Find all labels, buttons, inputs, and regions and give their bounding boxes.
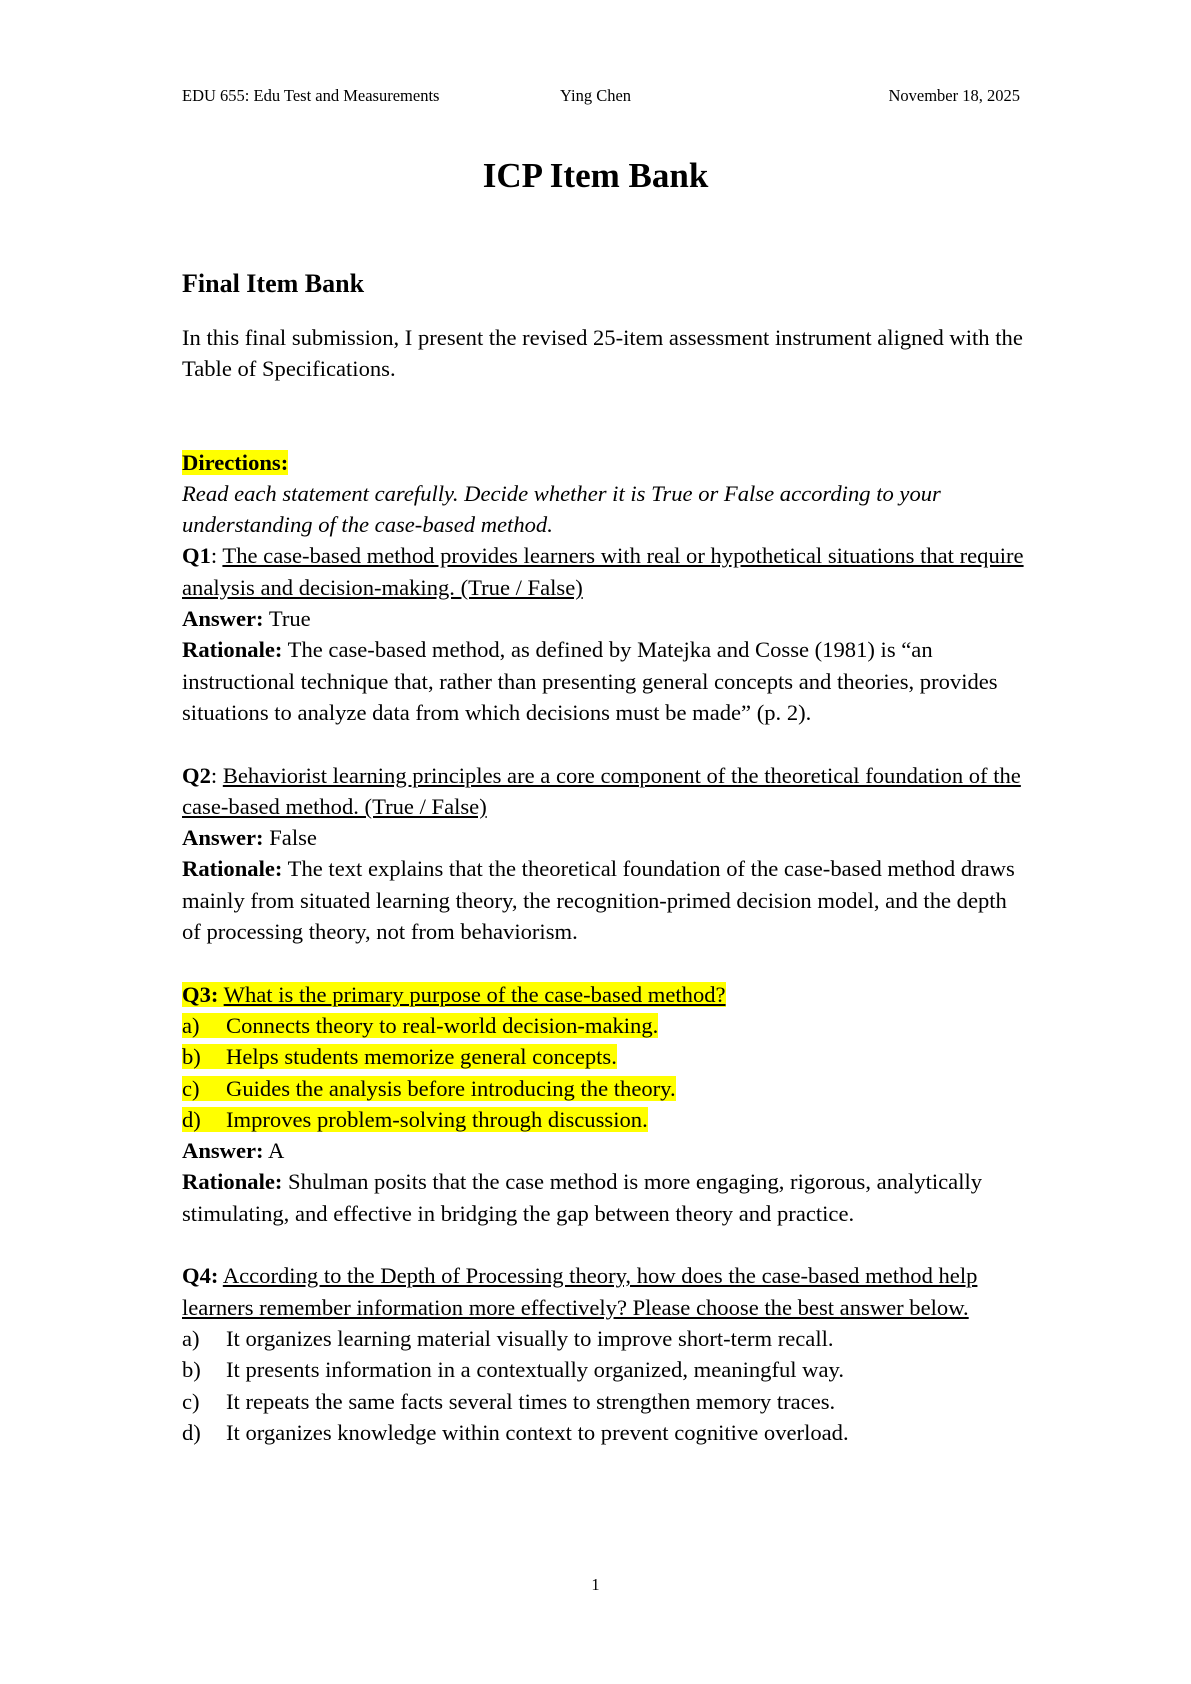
option-text: Helps students memorize general concepts. [226, 1044, 617, 1070]
option-letter: c) [182, 1388, 200, 1414]
q1-sep: : [210, 543, 223, 569]
option-letter: c) [182, 1075, 200, 1101]
q1-rationale-text: The case-based method, as defined by Matejka and Cosse (1981) is “an instructional technique that, rather than presenting general concepts and theories, provides situations to analyze data from which decisions must be made” (p. 2). [182, 637, 998, 725]
q4-option-d [182, 1417, 1028, 1448]
q4-text: According to the Depth of Processing theory, how does the case-based method help learners remember information more effectively? Please choose the best answer below. [182, 1263, 978, 1320]
question-q4 [182, 1260, 1028, 1323]
intro-paragraph: In this final submission, I present the revised 25-item assessment instrument aligned with the Table of Specifications. [182, 325, 1023, 382]
q3-rationale [182, 1166, 1028, 1229]
q2-answer [182, 822, 1028, 853]
q1-answer-label: Answer: [182, 606, 264, 632]
q2-rationale [182, 853, 1028, 947]
q1-text: The case-based method provides learners with real or hypothetical situations that require analysis and decision-making. (True / False) [182, 543, 1024, 600]
question-q2 [182, 760, 1028, 823]
q3-option-a [182, 1010, 1028, 1041]
option-text: Improves problem-solving through discussion. [226, 1106, 648, 1132]
directions-label: Directions: [182, 449, 289, 475]
q2-sep: : [210, 762, 223, 788]
header-author: Ying Chen [560, 86, 632, 105]
q1-answer [182, 603, 1028, 634]
q2-answer-value: False [263, 825, 317, 851]
header-date: November 18, 2025 [888, 86, 1020, 105]
option-letter: a) [182, 1012, 200, 1038]
q3-rationale-text: Shulman posits that the case method is more engaging, rigorous, analytically stimulating, and effective in bridging the gap between theory and practice. [182, 1169, 983, 1226]
document-body [182, 268, 1028, 1448]
directions-text: Read each statement carefully. Decide whether it is True or False according to your understanding of the case-based method. [182, 480, 941, 538]
q3-answer [182, 1135, 1028, 1166]
page-number: 1 [591, 1575, 600, 1594]
q4-option-b [182, 1354, 1028, 1385]
q3-options [182, 1010, 1028, 1135]
option-text: Guides the analysis before introducing the theory. [226, 1075, 676, 1101]
q2-text: Behaviorist learning principles are a core component of the theoretical foundation of the case-based method. (True / False) [182, 762, 1021, 819]
q3-option-b [182, 1041, 1028, 1072]
q3-rationale-label: Rationale: [182, 1169, 283, 1195]
q4-option-a [182, 1323, 1028, 1354]
question-q3 [182, 979, 1028, 1010]
q2-label: Q2 [182, 762, 211, 788]
option-text: It organizes knowledge within context to prevent cognitive overload. [226, 1419, 849, 1445]
header-course: EDU 655: Edu Test and Measurements [182, 86, 440, 105]
option-letter: b) [182, 1044, 201, 1070]
q1-label: Q1 [182, 543, 211, 569]
option-text: It presents information in a contextually organized, meaningful way. [226, 1357, 845, 1383]
option-letter: d) [182, 1419, 201, 1445]
section-heading: Final Item Bank [182, 269, 365, 298]
q3-label: Q3: [182, 981, 219, 1007]
q3-option-d [182, 1104, 1028, 1135]
q3-answer-label: Answer: [182, 1138, 264, 1164]
page-header [182, 86, 1020, 108]
directions-label-line [182, 447, 1028, 478]
option-text: It organizes learning material visually to improve short-term recall. [226, 1325, 834, 1351]
option-letter: b) [182, 1357, 201, 1383]
q3-option-c [182, 1073, 1028, 1104]
q4-options [182, 1323, 1028, 1448]
q4-label: Q4: [182, 1263, 219, 1289]
q3-answer-value: A [263, 1138, 285, 1164]
q3-text: What is the primary purpose of the case-based method? [223, 981, 726, 1007]
question-q1 [182, 540, 1028, 603]
q2-answer-label: Answer: [182, 825, 264, 851]
option-text: It repeats the same facts several times to strengthen memory traces. [226, 1388, 836, 1414]
option-text: Connects theory to real-world decision-making. [226, 1012, 659, 1038]
option-letter: a) [182, 1325, 200, 1351]
document-title: ICP Item Bank [482, 156, 709, 195]
option-letter: d) [182, 1106, 201, 1132]
q4-option-c [182, 1386, 1028, 1417]
q2-rationale-text: The text explains that the theoretical foundation of the case-based method draws mainly from situated learning theory, the recognition-primed decision model, and the depth of processing theory, not from behaviorism. [182, 856, 1015, 945]
q1-rationale [182, 634, 1028, 728]
q1-answer-value: True [263, 606, 311, 632]
q2-rationale-label: Rationale: [182, 856, 283, 882]
q1-rationale-label: Rationale: [182, 637, 283, 663]
